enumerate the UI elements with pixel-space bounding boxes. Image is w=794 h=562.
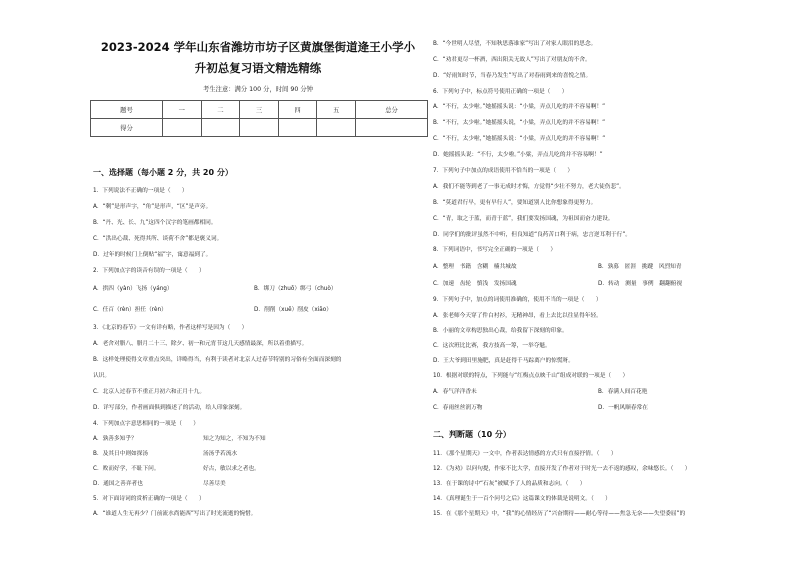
question-line: D．过年的时候门上倒贴“福”字，寓意福到了。: [93, 252, 212, 258]
option-d: D．一帆风顺春常在: [598, 405, 648, 411]
score-header-cell: 题号: [91, 101, 163, 119]
score-entry-cell[interactable]: [278, 119, 317, 137]
section-heading-judgement: 二、判断题（10 分）: [433, 430, 511, 439]
option-c: C．加速 齿轮 慎浅 发扬国魂: [433, 281, 517, 287]
score-header-cell: 二: [201, 101, 240, 119]
option-a: A．我们不能等到老了一事无成时才悔，方觉得“少壮不努力，老大徒伤悲”。: [433, 184, 625, 190]
question-line: C．北京人过春节不重正月初六和正月十九。: [93, 389, 206, 395]
option-c: C．春雨丝丝润万物: [433, 405, 483, 411]
option-b: B．绑刀（zhuō）绑弓（chuò）: [254, 286, 337, 292]
option-d: D．转动 测量 事例 翻翻俯视: [598, 281, 683, 287]
option-c: C．任百（rèn）担任（rèn）: [93, 307, 167, 313]
option-b-pair: 汤汤乎若流水: [203, 451, 238, 457]
option-c: C．“青，取之于蓝，而青于蓝”，我们要发扬国魂，为祖国而奋力建设。: [433, 216, 614, 222]
question-line: 2．下列加点字的读音有误的一项是（ ）: [93, 268, 205, 274]
score-header-cell: 总分: [355, 101, 427, 119]
score-header-cell: 三: [240, 101, 279, 119]
question-line: 9．下列句子中，加点的词使用准确的，使用不当的一项是（ ）: [433, 297, 602, 303]
option-d-pair: 尽善尽美: [203, 481, 226, 487]
score-entry-cell[interactable]: [240, 119, 279, 137]
score-header-cell: 一: [162, 101, 201, 119]
option-c: C．败而好学，不耻下问。: [93, 466, 160, 472]
option-c: C．这次班比比赛，我方技高一筹，一举夺魁。: [433, 343, 551, 349]
score-entry-cell[interactable]: [201, 119, 240, 137]
option-d: D．削削（xuē）削皮（xiāo）: [254, 307, 332, 313]
section-heading-choice: 一、选择题（每小题 2 分，共 20 分）: [93, 168, 233, 177]
question-line: 11．《那个星期天》一文中，作者表达情感的方式只有直接抒情。（ ）: [433, 451, 617, 457]
option-a: A．春气洋洋香未: [433, 389, 477, 395]
question-line: A．“剩”是形声字，“角”是形声，“区”是声旁。: [93, 204, 212, 210]
option-d: D．通国之善弈者也: [93, 481, 143, 487]
question-line: 认识。: [93, 373, 111, 379]
question-line: C．“劝君更尽一杯酒，西出阳关无故人”写出了对朋友的不舍。: [433, 57, 591, 63]
question-line: 10．根据对联的特点，下列能与“红梅点点映千山”组成对联的一项是（ ）: [433, 373, 629, 379]
option-c-pair: 好古，敏以求之者也。: [203, 466, 260, 472]
option-d: D．她摇摇头说：“不行，太少啦。”小粱，弄点儿吃的并不容易啊！”: [433, 152, 603, 158]
question-line: B．这样处理使得文章重点突出，详略得当，有利于读者对北京人过春节特别的习俗有全面而深刻的: [93, 357, 342, 363]
exam-notice: 考生注意：满分 100 分，时间 90 分钟: [203, 86, 313, 93]
question-line: 6．下列句子中，标点符号使用正确的一项是（ ）: [433, 89, 568, 95]
question-line: D．“好雨知时节，当春乃发生”写出了对春雨到来的喜悦之情。: [433, 73, 592, 79]
question-line: A．老舍对腊八、腊月二十三、除夕、初一和元宵节这几天感情最深，所以着重描写。: [93, 341, 308, 347]
question-line: 12．《为劝》以问句提，作家不比大学，直接开发了作者对于时光一去不返的感叹，余味悠长。（ ）: [433, 466, 691, 472]
score-table-header-row: [91, 101, 428, 119]
score-table-score-row: [91, 119, 428, 137]
question-line: C．“洪出心裁、死得其所、谈荷不舍”都是褒义词。: [93, 236, 223, 242]
question-line: 13．在于课的诗中“石灰”被赋予了人的品质和志向。（ ）: [433, 481, 586, 487]
question-line: B．“丹、光、长、九”这四个汉字的笔画都相同。: [93, 220, 217, 226]
score-header-cell: 五: [317, 101, 356, 119]
option-a-pair: 知之为知之，不知为不知: [203, 436, 266, 442]
question-line: 7．下列句子中加点的成语使用不恰当的一项是（ ）: [433, 168, 574, 174]
score-entry-cell[interactable]: [355, 119, 427, 137]
question-line: 14．《真理诞生于一百个问号之后》这篇课文的体裁是说明文。（ ）: [433, 496, 611, 502]
question-line: 1．下列说法不正确的一项是（ ）: [93, 188, 188, 194]
option-d: D．王大爷到田里施肥，真是赶得千马踪离户的惊慌呀。: [433, 358, 574, 364]
exam-title-line-1: 2023-2024 学年山东省潍坊市坊子区黄旗堡街道逄王小学小: [100, 40, 416, 54]
option-a: A．孰善多知乎？: [93, 436, 137, 442]
exam-title-line-2: 升初总复习语文精选精练: [194, 61, 322, 75]
score-header-cell: 四: [278, 101, 317, 119]
option-a: A．拱四（yàn）飞扬（yáng）: [93, 286, 173, 292]
question-line: 5．对下面诗词的赏析正确的一项是（ ）: [93, 496, 205, 502]
option-b: B．“莫道君行早，更有早行人”，要知道别人比你想象得更努力。: [433, 200, 597, 206]
option-c: C．“不行，太少啦，”她摇摇头说：“小粱，弄点儿吃的并不容易啊！”: [433, 136, 606, 142]
score-entry-cell[interactable]: [317, 119, 356, 137]
option-b: B．“不行，太少啦。”她摇摇头说，“小粱，弄点儿吃的并不容易啊！”: [433, 120, 606, 126]
question-line: 4．下列加点字意思相同的一项是（ ）: [93, 421, 199, 427]
option-b: B．春满人间百花艳: [598, 389, 648, 395]
option-a: A．张老师今天穿了件白衬衫，无精神昂，看上去比以往显得年轻。: [433, 313, 602, 319]
question-line: 8．下列词语中，书写完全正确的一项是（ ）: [433, 247, 557, 253]
question-line: 15．在《那个星期天》中，“我”的心情经历了“兴奋期待——耐心等待——焦急无奈——失望委屈”的: [433, 511, 686, 517]
question-line: D．详写部分，作者画面俱到描述了的活动，给人印象深刻。: [93, 405, 246, 411]
question-line: 3．《北京的春节》一文有详有略，作者这样写是因为（ ）: [93, 325, 248, 331]
option-a: A．整理 书籍 含糊 楠共城故: [433, 264, 517, 270]
option-a: A．“不行，太少啦。”她摇摇头说：“小粱，弄点儿吃的并不容易啊！”: [433, 104, 606, 110]
question-line: A．“谁道人生无再少？门前流水尚能西”写出了时光流逝的惋惜。: [93, 511, 257, 517]
question-line: B．“今世明人尽望，不知秋思落谁家”写出了对家人眼泪的思念。: [433, 41, 597, 47]
option-d: D．同学们的批评虽然不中听，但良知道“良药苦口利于病，忠言逆耳利于行”。: [433, 232, 631, 238]
score-row-label: 得分: [91, 119, 163, 137]
option-b: B．及其日中则如探汤: [93, 451, 149, 457]
score-table: [90, 100, 428, 137]
option-b: B．孰募 匿涯 挑踺 风烈知青: [598, 264, 682, 270]
score-entry-cell[interactable]: [162, 119, 201, 137]
option-b: B．小丽的文章构思独出心裁，给我留下深刻的印象。: [433, 328, 568, 334]
